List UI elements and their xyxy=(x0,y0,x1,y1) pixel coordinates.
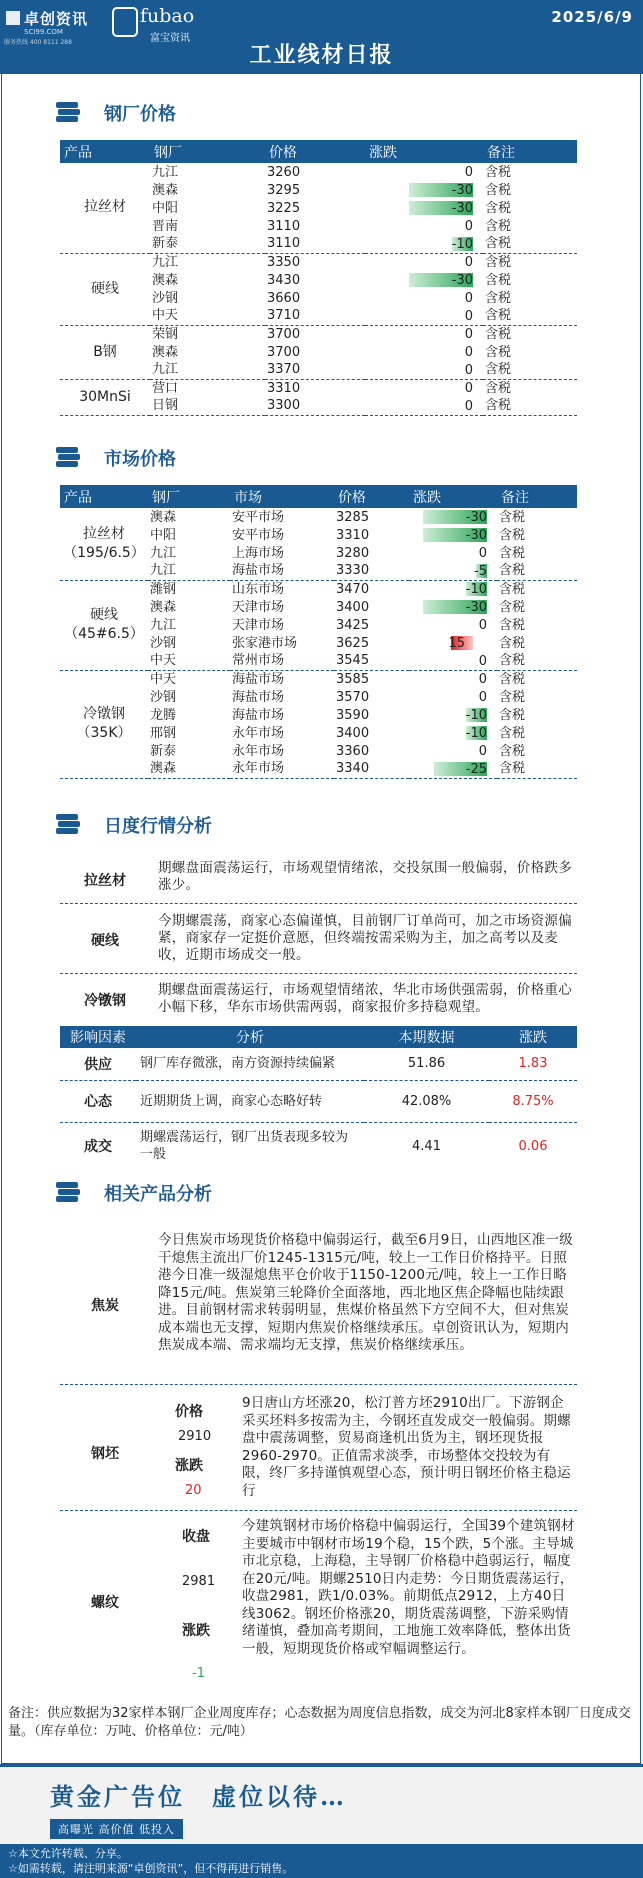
product-cell xyxy=(60,580,148,670)
change-value: 0 xyxy=(464,291,473,306)
market-price-table xyxy=(60,485,577,779)
mill-cell: 澳森 xyxy=(150,599,177,615)
product-cell xyxy=(60,670,148,778)
remark-cell: 含税 xyxy=(485,218,512,234)
remark-cell: 含税 xyxy=(499,635,526,651)
change-cell xyxy=(409,526,497,544)
market-cell: 永年市场 xyxy=(230,760,334,778)
change-cell xyxy=(409,562,497,580)
table-row xyxy=(60,580,577,598)
change-value: -5 xyxy=(474,563,487,579)
price-cell: 3700 xyxy=(267,326,301,342)
table-row xyxy=(60,508,577,526)
factor-row xyxy=(60,1080,577,1122)
change-value: 0 xyxy=(464,362,473,378)
change-value: 0 xyxy=(464,308,473,324)
price-cell: 3310 xyxy=(336,527,370,543)
change-cell xyxy=(365,397,483,415)
price-cell: 3300 xyxy=(265,397,365,415)
market-cell: 海盐市场 xyxy=(232,689,285,705)
mill-cell: 澳森 xyxy=(148,760,230,778)
mill-cell: 九江 xyxy=(152,254,179,270)
coke-block: 焦炭 今日焦炭市场现货价格稳中偏弱运行，截至6月9日，山西地区准一级干熄焦主流出厂价1245-1315元/吨，较上一工作日价格持平。日照港今日准一级湿熄焦平仓价收于1150-1200元/吨，较上一工作日略降15元/吨。焦炭第三轮降价全面落地，西北地区焦企降幅也陆续跟进。目前钢材需求转弱明显，焦煤价格虽然下方空间不大，但对焦炭成本端也无支撑，短期内焦炭价格继续承压。卓创资讯认为，短期内焦炭成本端、需求端均无支撑，焦炭价格继续承压。 xyxy=(60,1225,577,1385)
change-cell xyxy=(365,217,483,235)
mill-cell: 晋南 xyxy=(152,218,179,234)
remark-cell: 含税 xyxy=(499,599,526,615)
mill-cell: 九江 xyxy=(152,164,179,180)
remark-cell: 含税 xyxy=(499,707,526,723)
change-cell xyxy=(409,544,497,562)
change-cell xyxy=(365,361,483,379)
remark-cell: 含税 xyxy=(497,760,577,778)
change-value: 15 xyxy=(448,636,465,651)
price-cell: 3330 xyxy=(334,562,409,580)
table-row xyxy=(60,163,577,181)
change-value: -30 xyxy=(465,528,487,543)
market-cell: 海盐市场 xyxy=(232,671,285,687)
factor-change: 0.06 xyxy=(518,1138,548,1154)
header-bar xyxy=(0,0,643,74)
factor-analysis: 期螺震荡运行，钢厂出货表现多较为一般 xyxy=(140,1130,349,1163)
change-value: -30 xyxy=(465,510,487,525)
product-spec: （35K） xyxy=(76,725,132,741)
mill-cell: 中天 xyxy=(150,307,265,325)
remark-cell: 含税 xyxy=(499,617,526,633)
change-cell xyxy=(365,307,483,325)
change-value: 0 xyxy=(464,345,473,360)
mill-cell: 中阳 xyxy=(152,200,179,216)
change-cell xyxy=(365,271,483,289)
analysis-row: 硬线 今期螺震荡，商家心态偏谨慎，目前钢厂订单尚可，加之市场资源偏紧，商家存一定挺价意愿，但终端按需采购为主，加之高考以及麦收，近期市场成交一般。 xyxy=(60,904,577,974)
product-name: 硬线 xyxy=(90,607,118,623)
column-header: 影响因素 xyxy=(60,1026,136,1048)
mill-cell: 九江 xyxy=(150,545,177,561)
change-value: 0 xyxy=(478,672,487,688)
table-row xyxy=(60,253,577,271)
table-row xyxy=(60,325,577,343)
table-row xyxy=(60,379,577,397)
change-cell xyxy=(365,235,483,253)
change-cell xyxy=(409,580,497,598)
change-cell xyxy=(365,199,483,217)
column-header: 分析 xyxy=(136,1026,364,1048)
change-value: 0 xyxy=(464,327,473,343)
remark-cell: 含税 xyxy=(485,272,512,288)
market-cell: 永年市场 xyxy=(232,725,285,741)
market-cell: 安平市场 xyxy=(232,527,285,543)
remark-cell: 含税 xyxy=(485,200,512,216)
price-cell: 3570 xyxy=(336,689,370,705)
price-cell: 3360 xyxy=(336,743,370,759)
table-row xyxy=(60,670,577,688)
factor-value: 51.86 xyxy=(364,1048,489,1080)
factor-value: 42.08% xyxy=(364,1080,489,1122)
factor-name: 供应 xyxy=(60,1048,136,1080)
change-value: 0 xyxy=(478,690,487,705)
product-cell xyxy=(60,508,148,580)
price-cell: 3340 xyxy=(334,760,409,778)
price-cell: 3280 xyxy=(336,545,370,561)
mill-cell: 沙钢 xyxy=(150,635,177,651)
footer: ☆本文允许转载、分享。 ☆如需转载，请注明来源“卓创资讯”，但不得再进行销售。 xyxy=(0,1844,643,1878)
change-cell xyxy=(365,379,483,397)
column-header: 价格 xyxy=(265,140,365,163)
remark-cell: 含税 xyxy=(499,509,526,525)
factor-name: 成交 xyxy=(84,1139,112,1156)
product-cell: B钢 xyxy=(60,325,150,379)
column-header: 涨跌 xyxy=(365,140,483,163)
product-spec: （195/6.5） xyxy=(63,544,145,561)
price-cell: 3590 xyxy=(336,707,370,723)
change-cell xyxy=(409,760,497,778)
price-cell: 3295 xyxy=(267,182,301,198)
product-cell: 拉丝材 xyxy=(60,163,150,253)
mill-price-table xyxy=(60,140,577,416)
analysis-row: 冷镦钢 期螺盘面震荡运行，市场观望情绪浓，华北市场供强需弱，价格重心小幅下移，华东市场供需两弱，商家报价多持稳观望。 xyxy=(84,982,572,1015)
change-cell xyxy=(365,325,483,343)
change-value: 0 xyxy=(478,618,487,633)
change-value: -30 xyxy=(451,201,473,216)
mill-cell: 营口 xyxy=(152,380,179,396)
change-value: 0 xyxy=(464,255,473,271)
change-cell xyxy=(409,706,497,724)
analysis-row: 拉丝材 期螺盘面震荡运行，市场观望情绪浓，交投氛围一般偏弱，价格跌多涨少。 xyxy=(60,852,577,904)
mill-cell: 中天 xyxy=(148,652,230,670)
change-value: -30 xyxy=(451,273,473,288)
change-cell xyxy=(409,508,497,526)
factor-name: 心态 xyxy=(60,1080,136,1122)
change-cell xyxy=(409,688,497,706)
change-value: 0 xyxy=(478,653,487,669)
remark-cell: 含税 xyxy=(485,344,512,360)
change-value: 0 xyxy=(464,165,473,180)
market-cell: 上海市场 xyxy=(232,545,285,561)
change-cell xyxy=(409,724,497,742)
mill-cell: 沙钢 xyxy=(152,290,179,306)
price-cell: 3585 xyxy=(336,671,370,687)
market-cell: 海盐市场 xyxy=(232,707,285,723)
remark-cell: 含税 xyxy=(497,562,577,580)
change-cell xyxy=(365,253,483,271)
remark-cell: 含税 xyxy=(499,689,526,705)
column-header: 价格 xyxy=(334,485,409,508)
column-header: 钢厂 xyxy=(148,485,230,508)
change-cell xyxy=(365,163,483,181)
remark-cell: 含税 xyxy=(483,235,577,253)
mill-cell: 荣钢 xyxy=(152,326,179,342)
mill-cell: 日钢 xyxy=(150,397,265,415)
remark-cell: 含税 xyxy=(499,581,526,597)
stack-icon xyxy=(56,1182,80,1204)
remark-cell: 含税 xyxy=(483,397,577,415)
column-header: 产品 xyxy=(60,140,150,163)
mill-cell: 澳森 xyxy=(152,272,179,288)
remark-cell: 含税 xyxy=(485,182,512,198)
column-header: 涨跌 xyxy=(409,485,497,508)
price-cell: 3400 xyxy=(336,599,370,615)
market-cell: 山东市场 xyxy=(232,581,285,597)
remark-cell: 含税 xyxy=(485,380,512,396)
change-cell xyxy=(365,343,483,361)
stack-icon xyxy=(56,102,80,124)
product-spec: （45#6.5） xyxy=(64,626,144,642)
change-cell xyxy=(409,742,497,760)
mill-cell: 澳森 xyxy=(150,509,177,525)
mill-cell: 潍钢 xyxy=(150,581,177,597)
remark-cell: 含税 xyxy=(485,290,512,306)
column-header: 钢厂 xyxy=(150,140,265,163)
change-cell xyxy=(409,634,497,652)
column-header: 产品 xyxy=(60,485,148,508)
change-value: -10 xyxy=(465,726,487,741)
market-cell: 天津市场 xyxy=(232,599,285,615)
change-value: -30 xyxy=(465,600,487,615)
change-value: -25 xyxy=(465,761,487,777)
remark-cell: 含税 xyxy=(499,527,526,543)
change-value: 0 xyxy=(464,381,473,397)
change-value: -10 xyxy=(451,236,473,252)
price-cell: 3625 xyxy=(336,635,370,651)
change-value: -10 xyxy=(465,708,487,723)
mill-cell: 澳森 xyxy=(152,182,179,198)
market-cell: 张家港市场 xyxy=(232,635,298,651)
factor-row xyxy=(60,1122,577,1170)
change-value: 0 xyxy=(478,546,487,561)
report-title: 工业线材日报 xyxy=(249,43,394,68)
factor-row xyxy=(60,1048,577,1080)
market-cell: 常州市场 xyxy=(230,652,334,670)
price-cell: 3700 xyxy=(267,344,301,360)
mill-cell: 九江 xyxy=(150,617,177,633)
product-cell: 30MnSi xyxy=(60,379,150,415)
footnote: 备注：供应数据为32家样本钢厂企业周度库存；心态数据为周度信息指数，成交为河北8家样本钢厂日度成交量。（库存单位：万吨、价格单位：元/吨） xyxy=(8,1706,631,1739)
remark-cell: 含税 xyxy=(483,361,577,379)
price-cell: 3110 xyxy=(265,235,365,253)
report-date: 2025/6/9 xyxy=(551,8,633,26)
remark-cell: 含税 xyxy=(483,307,577,325)
price-cell: 3660 xyxy=(267,290,301,306)
mill-cell: 九江 xyxy=(150,361,265,379)
change-value: -10 xyxy=(465,582,487,598)
price-cell: 3470 xyxy=(336,581,370,597)
product-name: 冷镦钢 xyxy=(83,706,125,722)
column-header: 市场 xyxy=(230,485,334,508)
price-cell: 3285 xyxy=(336,509,370,525)
remark-cell: 含税 xyxy=(499,743,526,759)
billet-block: 钢坯 价格 2910 涨跌 20 9日唐山方坯涨20，松汀普方坯2910出厂。下游钢企采买坯料多按需为主，今钢坯直发成交一般偏弱。期螺盘中震荡调整，贸易商逢机出货为主，钢坯现货报2960-2970。正值需求淡季，市场整体交投较为有限，终厂多持谨慎观望心态，预计明日钢坯价格主稳运行 xyxy=(60,1393,577,1511)
factor-analysis: 钢厂库存微涨，南方资源持续偏紧 xyxy=(136,1048,364,1080)
market-cell: 海盐市场 xyxy=(230,562,334,580)
change-value: 0 xyxy=(464,219,473,234)
change-value: 0 xyxy=(464,398,473,414)
remark-cell: 含税 xyxy=(499,725,526,741)
change-value: 0 xyxy=(478,744,487,759)
change-cell xyxy=(409,616,497,634)
factor-change: 8.75% xyxy=(489,1080,577,1122)
ad-banner[interactable]: 黄金广告位 虚位以待… 高曝光 高价值 低投入 xyxy=(0,1764,643,1844)
product-name: 拉丝材 xyxy=(83,525,125,542)
change-cell xyxy=(409,652,497,670)
mill-cell: 澳森 xyxy=(152,344,179,360)
market-cell: 永年市场 xyxy=(232,743,285,759)
remark-cell: 含税 xyxy=(499,671,526,687)
market-cell: 天津市场 xyxy=(232,617,285,633)
price-cell: 3370 xyxy=(265,361,365,379)
price-cell: 3545 xyxy=(334,652,409,670)
product-cell: 硬线 xyxy=(60,253,150,325)
factor-analysis: 近期期货上调，商家心态略好转 xyxy=(136,1080,364,1122)
factor-table xyxy=(60,1026,577,1170)
remark-cell: 含税 xyxy=(485,254,512,270)
price-cell: 3225 xyxy=(267,200,301,216)
mill-cell: 邢钢 xyxy=(150,725,177,741)
price-cell: 3110 xyxy=(267,218,301,234)
change-cell xyxy=(365,181,483,199)
remark-cell: 含税 xyxy=(485,164,512,180)
mill-cell: 龙腾 xyxy=(150,707,177,723)
factor-change: 1.83 xyxy=(489,1048,577,1080)
price-cell: 3430 xyxy=(267,272,301,288)
column-header: 涨跌 xyxy=(489,1026,577,1048)
remark-cell: 含税 xyxy=(497,652,577,670)
column-header: 本期数据 xyxy=(364,1026,489,1048)
column-header: 备注 xyxy=(497,485,577,508)
mill-cell: 九江 xyxy=(148,562,230,580)
sci99-logo: 卓创资讯 SCI99.COM 服务热线 400 8111 288 xyxy=(4,10,89,46)
mill-cell: 中天 xyxy=(150,671,177,687)
change-cell xyxy=(409,598,497,616)
rebar-block: 螺纹 收盘 2981 涨跌 -1 今建筑钢材市场价格稳中偏弱运行，全国39个建筑钢材主要城市中钢材市场19个稳，15个跌，5个涨。主导城市北京稳，上海稳，主导钢厂价格稳中趋弱运行，幅度在20元/吨。期螺2510日内走势：今日期货震荡运行，收盘2981，跌1/0.03%。前期低点2912，上方40日线3062。钢坯价格涨20，期货震荡调整，下游采购情绪谨慎，叠加高考期间，工地施工效率降低，整体出货一般，短期现货价格或窄幅调整运行。 xyxy=(91,1518,575,1681)
price-cell: 3400 xyxy=(336,725,370,741)
change-cell xyxy=(365,289,483,307)
change-value: -30 xyxy=(451,183,473,198)
remark-cell: 含税 xyxy=(499,545,526,561)
price-cell: 3710 xyxy=(265,307,365,325)
price-cell: 3260 xyxy=(267,164,301,180)
mill-cell: 新泰 xyxy=(150,235,265,253)
change-cell xyxy=(409,670,497,688)
mill-cell: 沙钢 xyxy=(150,689,177,705)
fubao-logo: fubao 富宝资讯 xyxy=(110,5,205,45)
market-cell: 安平市场 xyxy=(232,509,285,525)
mill-cell: 中阳 xyxy=(150,527,177,543)
stack-icon xyxy=(56,447,80,469)
price-cell: 3310 xyxy=(267,380,301,396)
remark-cell: 含税 xyxy=(485,326,512,342)
stack-icon xyxy=(56,814,80,836)
price-cell: 3425 xyxy=(336,617,370,633)
factor-value: 4.41 xyxy=(412,1138,441,1154)
column-header: 备注 xyxy=(483,140,577,163)
mill-cell: 新泰 xyxy=(150,743,177,759)
price-cell: 3350 xyxy=(267,254,301,270)
